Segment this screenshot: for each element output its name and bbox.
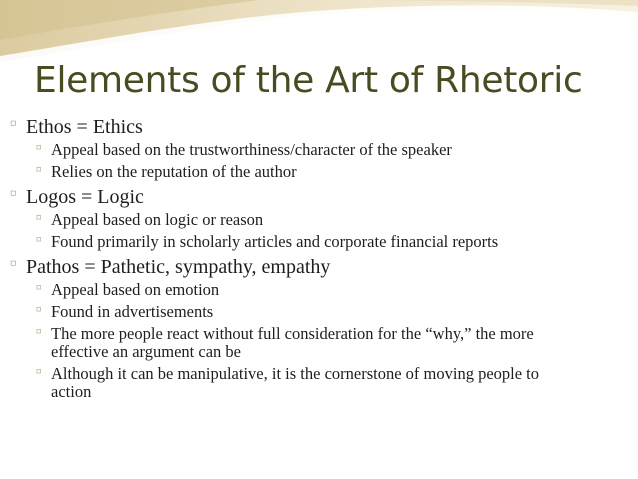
ethos-point [0,163,581,181]
bullet-icon: ⸋ [36,327,42,340]
point-text: Appeal based on logic or reason [51,210,264,229]
logos-point [0,211,581,229]
point-text: Found primarily in scholarly articles and corporate financial reports [51,232,499,251]
section-ethos-heading [0,115,638,139]
point-text: Found in advertisements [51,302,214,321]
section-pathos-heading [0,255,638,279]
bullet-icon: ⸋ [36,305,42,318]
point-text: Relies on the reputation of the author [51,162,297,181]
point-text: The more people react without full consideration for the “why,” the more effective an argument can be [51,324,534,361]
slide-content [0,115,638,405]
pathos-point [0,365,581,401]
bullet-icon: ⸋ [36,213,42,226]
pathos-point [0,325,581,361]
pathos-point [0,281,581,299]
bullet-icon: ⸋ [10,119,17,134]
pathos-point [0,303,581,321]
heading-text: Logos = Logic [26,186,144,208]
bullet-icon: ⸋ [10,189,17,204]
slide-title: Elements of the Art of Rhetoric [34,60,583,101]
bullet-icon: ⸋ [36,235,42,248]
bullet-icon: ⸋ [36,143,42,156]
heading-text: Ethos = Ethics [26,116,143,138]
point-text: Appeal based on emotion [51,280,220,299]
bullet-icon: ⸋ [36,367,42,380]
bullet-icon: ⸋ [36,165,42,178]
section-logos-heading [0,185,638,209]
ethos-point [0,141,581,159]
point-text: Although it can be manipulative, it is the cornerstone of moving people to action [51,364,540,401]
bullet-icon: ⸋ [36,283,42,296]
point-text: Appeal based on the trustworthiness/character of the speaker [51,140,452,159]
heading-text: Pathos = Pathetic, sympathy, empathy [26,256,331,278]
bullet-icon: ⸋ [10,259,17,274]
logos-point [0,233,581,251]
